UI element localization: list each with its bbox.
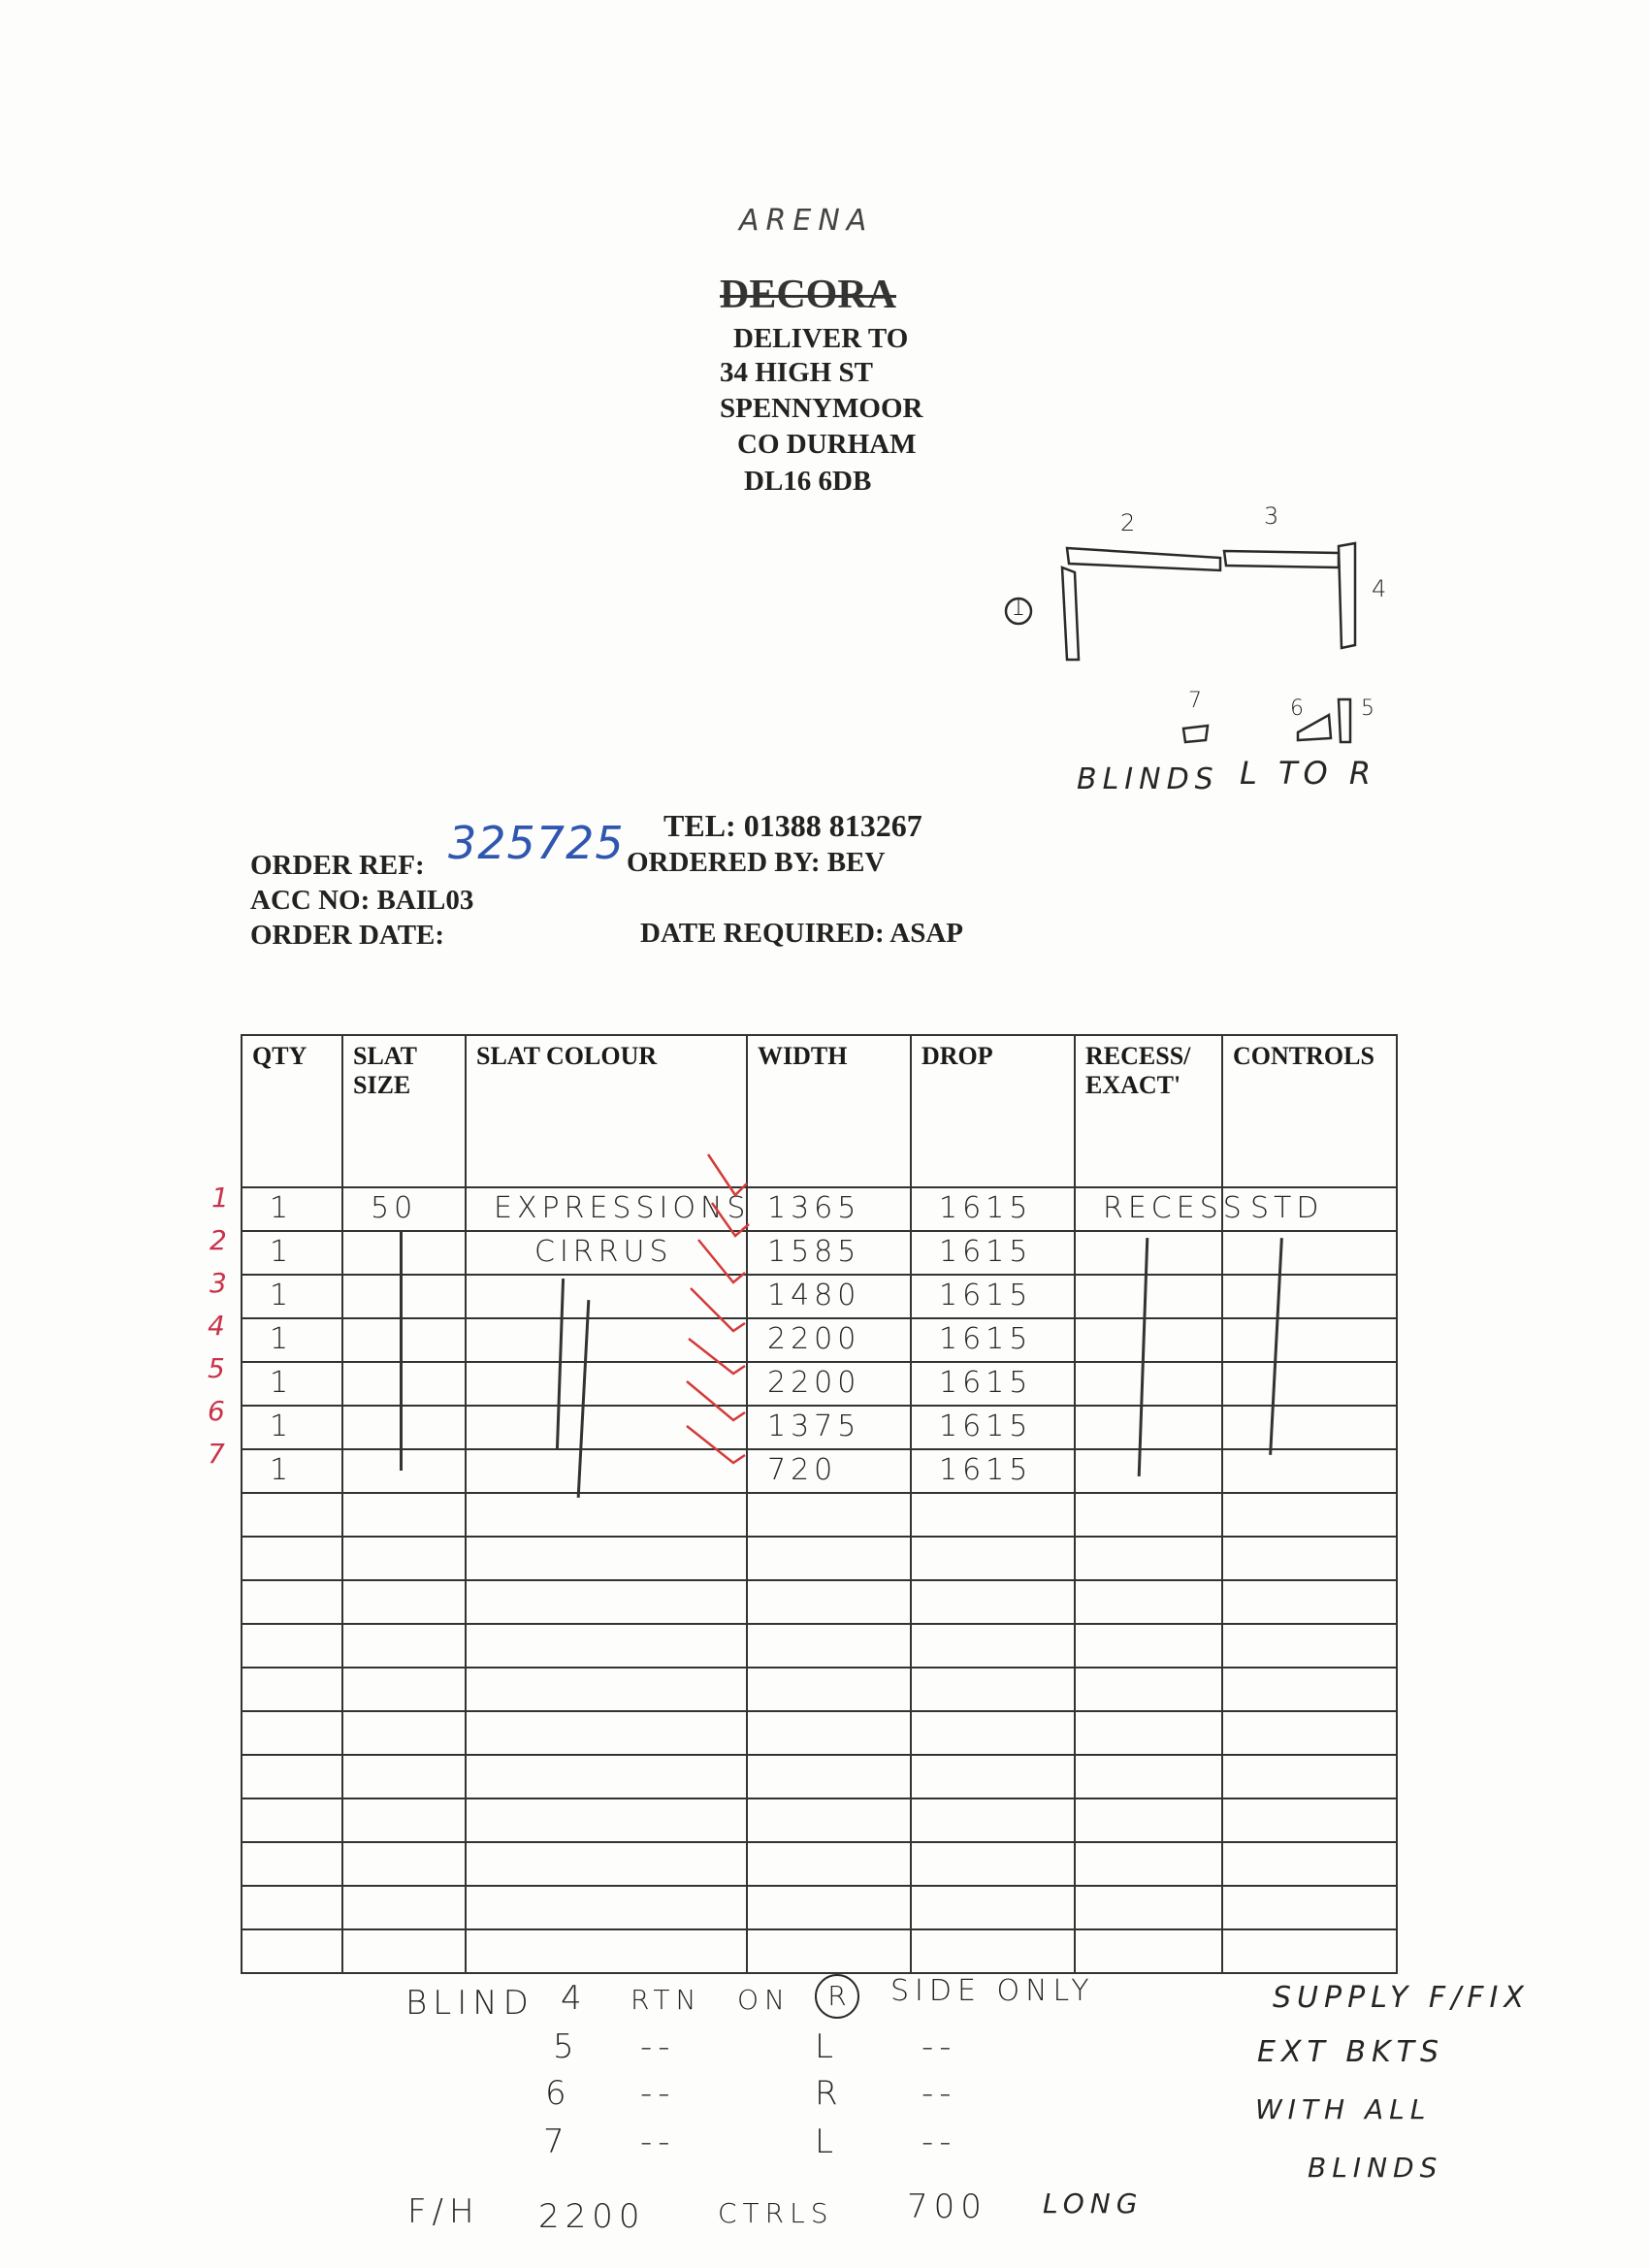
cell-text-width: 1480 <box>767 1279 861 1312</box>
header-width: WIDTH <box>747 1035 911 1187</box>
note-line-6-dash: -- <box>640 2074 676 2113</box>
cell-controls <box>1222 1318 1397 1362</box>
sketch-caption-order: L TO R <box>1240 755 1377 792</box>
cell-qty <box>242 1362 342 1406</box>
cell-drop <box>911 1449 1075 1493</box>
row-number: 1 <box>211 1182 229 1214</box>
cell-empty <box>911 1755 1075 1798</box>
cell-empty <box>342 1711 466 1755</box>
order-table <box>241 1034 1398 1974</box>
cell-empty <box>242 1755 342 1798</box>
cell-qty <box>242 1449 342 1493</box>
cell-empty <box>911 1929 1075 1973</box>
cell-empty <box>911 1493 1075 1537</box>
order-ref-label: ORDER REF: <box>250 850 425 881</box>
cell-text-drop: 1615 <box>939 1279 1033 1312</box>
cell-controls <box>1222 1275 1397 1318</box>
ordered-by: ORDERED BY: BEV <box>627 847 886 878</box>
address-line-1: 34 HIGH ST <box>720 357 873 388</box>
table-row-empty <box>242 1711 1397 1755</box>
cell-recess <box>1075 1318 1222 1362</box>
sketch-caption-blinds: BLINDS <box>1077 762 1219 796</box>
cell-empty <box>747 1842 911 1886</box>
cell-text-drop: 1615 <box>939 1235 1033 1269</box>
cell-empty <box>466 1886 747 1929</box>
note-line-7-ditto: -- <box>922 2122 957 2161</box>
cell-width <box>747 1406 911 1449</box>
cell-empty <box>911 1842 1075 1886</box>
table-row-empty <box>242 1886 1397 1929</box>
sketch-label-2: 2 <box>1120 509 1142 536</box>
cell-empty <box>1222 1493 1397 1537</box>
table-row-empty <box>242 1580 1397 1624</box>
note-blind-number: 4 <box>561 1979 588 2018</box>
cell-drop <box>911 1275 1075 1318</box>
cell-width <box>747 1231 911 1275</box>
cell-empty <box>911 1580 1075 1624</box>
note-blind-label: BLIND <box>405 1984 534 2023</box>
sketch-label-6: 6 <box>1290 697 1310 721</box>
note-line-5-dash: -- <box>640 2027 676 2066</box>
cell-qty <box>242 1231 342 1275</box>
cell-empty <box>911 1886 1075 1929</box>
cell-text-qty: 1 <box>270 1322 294 1356</box>
cell-slat-size <box>342 1318 466 1362</box>
account-number: ACC NO: BAIL03 <box>250 885 474 916</box>
cell-empty <box>342 1929 466 1973</box>
table-row-empty <box>242 1929 1397 1973</box>
note-line-7-side: L <box>815 2122 839 2161</box>
deliver-to-label: DELIVER TO <box>733 323 909 354</box>
cell-controls <box>1222 1362 1397 1406</box>
cell-empty <box>466 1798 747 1842</box>
cell-empty <box>242 1929 342 1973</box>
cell-empty <box>1075 1624 1222 1668</box>
table-row <box>242 1318 1397 1362</box>
cell-empty <box>342 1493 466 1537</box>
table-row-empty <box>242 1755 1397 1798</box>
cell-empty <box>911 1624 1075 1668</box>
cell-empty <box>1075 1886 1222 1929</box>
cell-text-qty: 1 <box>270 1191 294 1225</box>
row-number: 4 <box>208 1310 225 1342</box>
header-drop: DROP <box>911 1035 1075 1187</box>
cell-empty <box>747 1929 911 1973</box>
cell-empty <box>747 1886 911 1929</box>
cell-empty <box>1222 1580 1397 1624</box>
red-check-marks <box>679 1145 766 1474</box>
cell-text-slat-colour: EXPRESSIONS <box>494 1191 751 1225</box>
cell-width <box>747 1187 911 1231</box>
cell-empty <box>747 1798 911 1842</box>
cell-empty <box>1075 1755 1222 1798</box>
cell-qty <box>242 1275 342 1318</box>
cell-empty <box>1222 1755 1397 1798</box>
cell-empty <box>1075 1711 1222 1755</box>
cell-text-qty: 1 <box>270 1279 294 1312</box>
side-note-line-2: EXT BKTS <box>1257 2035 1444 2069</box>
note-line-6-ditto: -- <box>922 2074 957 2113</box>
order-date-label: ORDER DATE: <box>250 920 445 951</box>
footer-length: 700 <box>907 2187 987 2226</box>
telephone: TEL: 01388 813267 <box>663 808 922 843</box>
cell-empty <box>911 1711 1075 1755</box>
cell-empty <box>466 1755 747 1798</box>
note-on: ON <box>737 1984 791 2016</box>
cell-empty <box>747 1624 911 1668</box>
cell-text-recess: RECESS <box>1103 1191 1246 1225</box>
address-line-3: CO DURHAM <box>737 429 917 460</box>
brand-name: DECORA <box>720 273 897 317</box>
cell-empty <box>242 1886 342 1929</box>
note-line-5-number: 5 <box>553 2027 580 2066</box>
cell-text-qty: 1 <box>270 1453 294 1487</box>
table-row <box>242 1406 1397 1449</box>
row-number: 3 <box>210 1267 227 1299</box>
side-note-line-4: BLINDS <box>1308 2152 1443 2184</box>
cell-controls <box>1222 1406 1397 1449</box>
cell-empty <box>466 1493 747 1537</box>
cell-empty <box>1075 1668 1222 1711</box>
row-number: 2 <box>210 1224 227 1256</box>
cell-empty <box>1222 1929 1397 1973</box>
cell-empty <box>342 1624 466 1668</box>
header-recess-exact: RECESS/ EXACT' <box>1075 1035 1222 1187</box>
cell-qty <box>242 1187 342 1231</box>
cell-drop <box>911 1362 1075 1406</box>
cell-recess <box>1075 1449 1222 1493</box>
cell-slat-size <box>342 1362 466 1406</box>
cell-empty <box>1075 1580 1222 1624</box>
cell-empty <box>1222 1624 1397 1668</box>
note-line-7-dash: -- <box>640 2122 676 2161</box>
cell-empty <box>747 1668 911 1711</box>
cell-empty <box>466 1668 747 1711</box>
cell-empty <box>911 1668 1075 1711</box>
header-slat-colour: SLAT COLOUR <box>466 1035 747 1187</box>
header-controls: CONTROLS <box>1222 1035 1397 1187</box>
cell-empty <box>1222 1842 1397 1886</box>
cell-text-drop: 1615 <box>939 1366 1033 1400</box>
cell-qty <box>242 1318 342 1362</box>
cell-empty <box>1222 1668 1397 1711</box>
cell-empty <box>747 1537 911 1580</box>
side-note-line-3: WITH ALL <box>1255 2093 1432 2125</box>
cell-slat-size <box>342 1231 466 1275</box>
cell-text-drop: 1615 <box>939 1453 1033 1487</box>
cell-empty <box>1222 1886 1397 1929</box>
table-row-empty <box>242 1842 1397 1886</box>
row-number: 7 <box>208 1438 225 1470</box>
cell-width <box>747 1449 911 1493</box>
cell-empty <box>342 1886 466 1929</box>
cell-text-width: 2200 <box>767 1322 861 1356</box>
table-row-empty <box>242 1493 1397 1537</box>
sketch-label-5: 5 <box>1361 697 1380 721</box>
cell-empty <box>747 1711 911 1755</box>
cell-empty <box>342 1668 466 1711</box>
order-ref-value: 325725 <box>448 817 625 869</box>
note-rtn: RTN <box>630 1984 702 2016</box>
cell-recess <box>1075 1275 1222 1318</box>
cell-empty <box>1222 1798 1397 1842</box>
cell-empty <box>342 1537 466 1580</box>
note-line-6-number: 6 <box>545 2074 572 2113</box>
cell-text-qty: 1 <box>270 1235 294 1269</box>
cell-text-slat-colour: CIRRUS <box>534 1235 673 1269</box>
address-line-2: SPENNYMOOR <box>720 393 923 424</box>
cell-controls <box>1222 1449 1397 1493</box>
cell-empty <box>1075 1842 1222 1886</box>
header-qty: QTY <box>242 1035 342 1187</box>
cell-recess <box>1075 1187 1246 1231</box>
note-line-6-side: R <box>815 2074 844 2113</box>
cell-empty <box>1075 1929 1222 1973</box>
cell-empty <box>466 1624 747 1668</box>
brand-handwritten: ARENA <box>739 204 874 238</box>
cell-drop <box>911 1187 1075 1231</box>
cell-empty <box>747 1580 911 1624</box>
note-line-5-side: L <box>815 2027 839 2066</box>
note-line-5-ditto: -- <box>922 2027 957 2066</box>
table-row <box>242 1187 1397 1231</box>
sketch-label-1: 1 <box>1011 594 1032 621</box>
cell-text-qty: 1 <box>270 1366 294 1400</box>
cell-controls <box>1222 1231 1397 1275</box>
cell-width <box>747 1362 911 1406</box>
table-row <box>242 1275 1397 1318</box>
cell-empty <box>466 1711 747 1755</box>
cell-empty <box>911 1798 1075 1842</box>
cell-empty <box>1075 1537 1222 1580</box>
cell-empty <box>466 1842 747 1886</box>
note-circled-side: R <box>815 1974 859 2019</box>
cell-drop <box>911 1231 1075 1275</box>
cell-recess <box>1075 1406 1222 1449</box>
cell-width <box>747 1318 911 1362</box>
table-row-empty <box>242 1798 1397 1842</box>
cell-drop <box>911 1318 1075 1362</box>
cell-empty <box>242 1668 342 1711</box>
cell-controls <box>1222 1187 1397 1231</box>
header-slat-size: SLAT SIZE <box>342 1035 466 1187</box>
cell-text-width: 2200 <box>767 1366 861 1400</box>
cell-empty <box>242 1537 342 1580</box>
row-number: 5 <box>208 1352 225 1384</box>
cell-empty <box>242 1580 342 1624</box>
cell-empty <box>1075 1493 1222 1537</box>
cell-slat-size <box>342 1187 466 1231</box>
cell-empty <box>242 1711 342 1755</box>
cell-empty <box>1075 1798 1222 1842</box>
table-row <box>242 1362 1397 1406</box>
note-side-only: SIDE ONLY <box>890 1974 1095 2008</box>
cell-text-controls: STD <box>1250 1191 1324 1225</box>
cell-text-width: 720 <box>767 1453 838 1487</box>
cell-slat-size <box>342 1449 466 1493</box>
cell-empty <box>342 1755 466 1798</box>
side-note-line-1: SUPPLY F/FIX <box>1273 1981 1530 2015</box>
cell-width <box>747 1275 911 1318</box>
row-number: 6 <box>208 1395 225 1427</box>
cell-empty <box>466 1929 747 1973</box>
cell-slat-size <box>342 1406 466 1449</box>
cell-empty <box>1222 1711 1397 1755</box>
cell-empty <box>911 1537 1075 1580</box>
cell-text-qty: 1 <box>270 1409 294 1443</box>
note-line-7-number: 7 <box>543 2122 570 2161</box>
table-row-empty <box>242 1668 1397 1711</box>
table-row-empty <box>242 1537 1397 1580</box>
cell-text-slat-size: 50 <box>371 1191 418 1225</box>
footer-long: LONG <box>1043 2187 1144 2219</box>
cell-recess <box>1075 1362 1222 1406</box>
cell-text-drop: 1615 <box>939 1409 1033 1443</box>
cell-text-drop: 1615 <box>939 1191 1033 1225</box>
cell-text-width: 1365 <box>767 1191 861 1225</box>
footer-fh: F/H <box>407 2192 480 2231</box>
table-row <box>242 1449 1397 1493</box>
table-row-empty <box>242 1624 1397 1668</box>
cell-empty <box>242 1493 342 1537</box>
cell-empty <box>342 1842 466 1886</box>
cell-drop <box>911 1406 1075 1449</box>
table-row <box>242 1231 1397 1275</box>
cell-empty <box>342 1798 466 1842</box>
address-line-4: DL16 6DB <box>744 466 872 497</box>
cell-empty <box>242 1842 342 1886</box>
cell-empty <box>1222 1537 1397 1580</box>
cell-empty <box>242 1624 342 1668</box>
cell-slat-size <box>342 1275 466 1318</box>
cell-qty <box>242 1406 342 1449</box>
footer-width: 2200 <box>538 2197 646 2236</box>
cell-text-width: 1585 <box>767 1235 861 1269</box>
date-required: DATE REQUIRED: ASAP <box>640 918 964 949</box>
cell-empty <box>747 1755 911 1798</box>
cell-empty <box>242 1798 342 1842</box>
sketch-label-4: 4 <box>1372 575 1393 602</box>
sketch-label-3: 3 <box>1264 502 1285 530</box>
ditto-line-slat-size <box>400 1230 403 1471</box>
table-header-row <box>242 1035 1397 1187</box>
cell-text-drop: 1615 <box>939 1322 1033 1356</box>
cell-empty <box>342 1580 466 1624</box>
sketch-label-7: 7 <box>1188 689 1208 713</box>
cell-empty <box>466 1537 747 1580</box>
cell-text-width: 1375 <box>767 1409 861 1443</box>
cell-empty <box>466 1580 747 1624</box>
footer-ctrls: CTRLS <box>718 2197 834 2229</box>
cell-empty <box>747 1493 911 1537</box>
